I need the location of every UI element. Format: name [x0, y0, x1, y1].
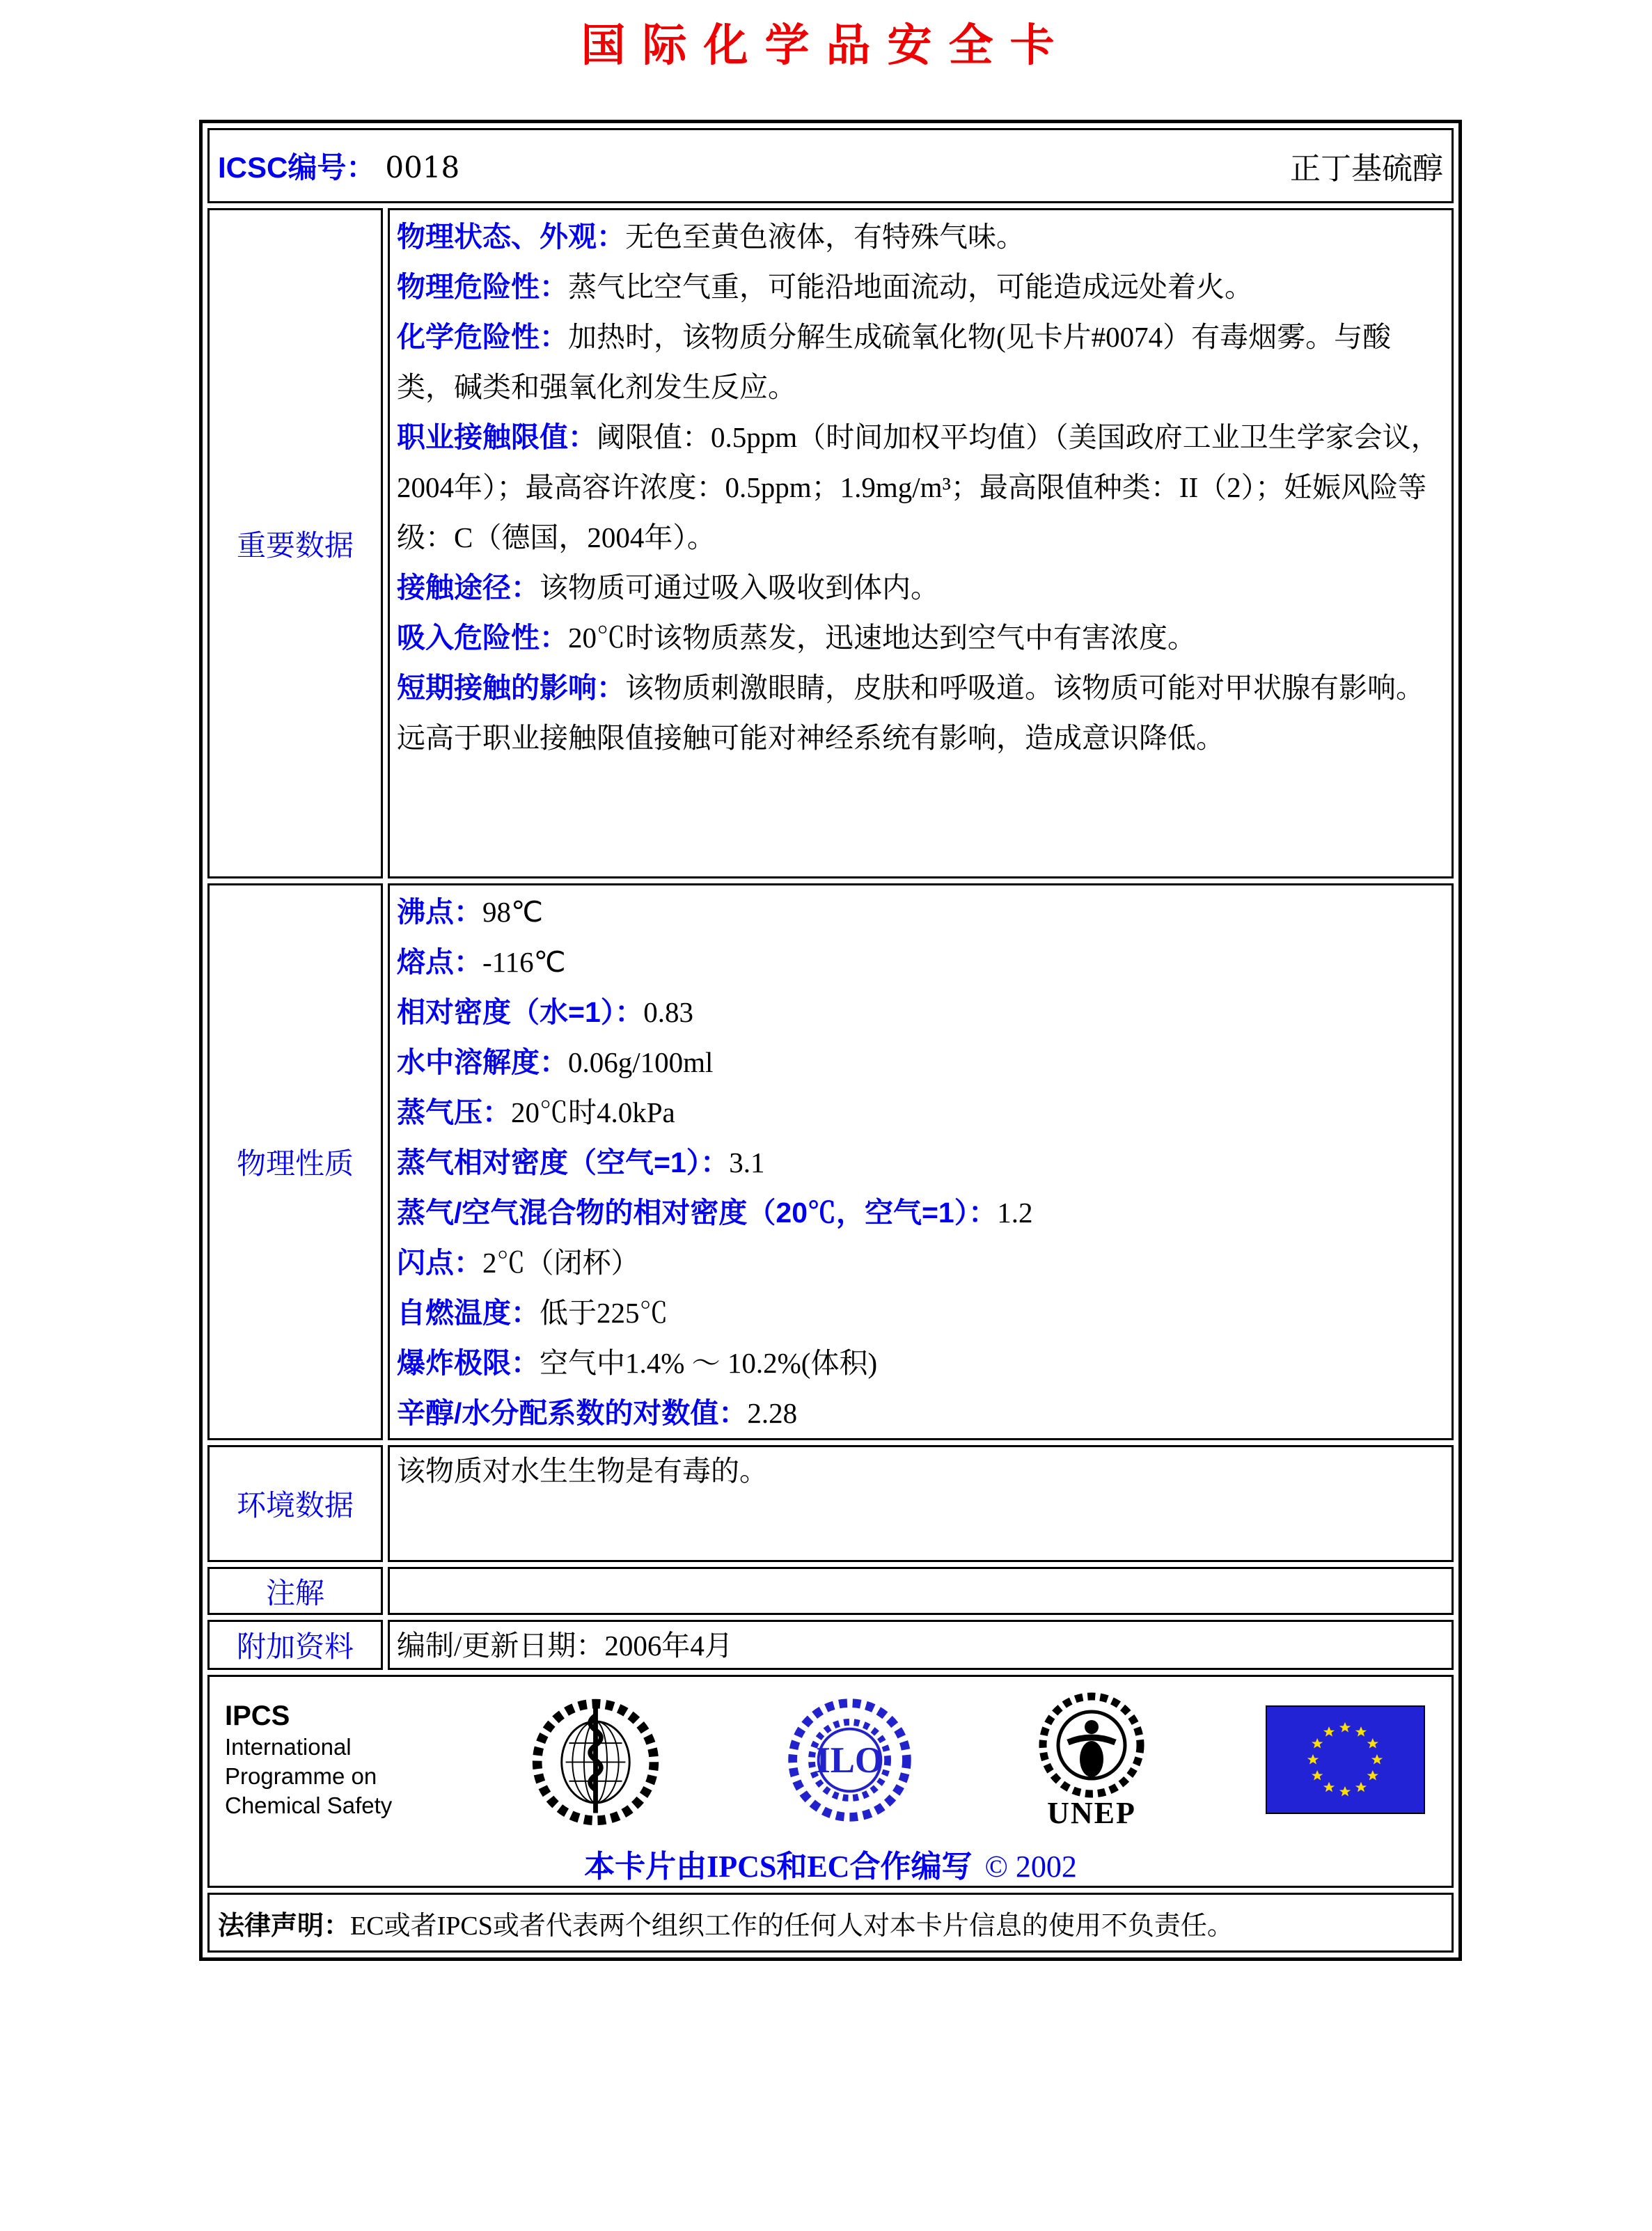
- ipcs-text-block: [225, 1699, 409, 1820]
- entry-chemical-danger: 化学危险性：加热时，该物质分解生成硫氧化物(见卡片#0074）有毒烟雾。与酸类，碱类和强氧化剂发生反应。: [397, 321, 1392, 403]
- entry-water-solubility: 水中溶解度：0.06g/100ml: [397, 1046, 714, 1078]
- svg-text:ILO: ILO: [816, 1740, 883, 1781]
- chemical-name: 正丁基硫醇: [1290, 152, 1443, 186]
- row-environmental-data: [207, 1445, 1454, 1562]
- entry-flash-point: 闪点：2℃（闭杯）: [397, 1247, 640, 1279]
- cooperation-caption: [210, 1841, 1452, 1886]
- update-date-text: 编制/更新日期：2006年4月: [397, 1630, 733, 1662]
- entry-physical-state: 物理状态、外观：无色至黄色液体，有特殊气味。: [397, 221, 1025, 253]
- ipcs-acronym: IPCS: [225, 1701, 290, 1731]
- eu-flag-icon: [1266, 1705, 1425, 1814]
- ipcs-line-1: International: [225, 1734, 352, 1760]
- entry-physical-danger: 物理危险性：蒸气比空气重，可能沿地面流动，可能造成远处着火。: [397, 271, 1253, 303]
- entry-explosive-limits: 爆炸极限：空气中1.4% ～ 10.2%(体积): [397, 1347, 878, 1379]
- environmental-data-text: 该物质对水生生物是有毒的。: [397, 1455, 768, 1487]
- row-additional-information: [207, 1620, 1454, 1670]
- icsc-header-cell: [207, 128, 1454, 203]
- entry-vapor-pressure: 蒸气压：20℃时4.0kPa: [397, 1096, 675, 1128]
- page-title: 国际化学品安全卡: [581, 19, 1071, 72]
- row-physical-properties: [207, 883, 1454, 1440]
- who-logo-icon: [528, 1692, 663, 1828]
- notes-row-label: 注解: [265, 1576, 324, 1609]
- environmental-data-label-cell: [207, 1445, 383, 1562]
- important-data-content-cell: [388, 208, 1454, 878]
- entry-boiling-point: 沸点：98℃: [397, 896, 544, 928]
- unep-logo-icon: [1036, 1691, 1147, 1829]
- icsc-number-value: 0018: [385, 150, 460, 184]
- row-logos: [207, 1675, 1454, 1888]
- ipcs-line-2: Programme on: [225, 1763, 377, 1789]
- entry-occupational-limits: 职业接触限值：阈限值：0.5ppm（时间加权平均值）（美国政府工业卫生学家会议，2004年）；最高容许浓度：0.5ppm；1.9mg/m³；最高限值种类：II（2）；妊娠风险等级：C（德国，2004年）。: [397, 421, 1440, 553]
- important-data-row-label: 重要数据: [236, 528, 354, 562]
- notes-label-cell: [207, 1567, 383, 1615]
- row-important-data: [207, 208, 1454, 878]
- icsc-number-group: [218, 145, 459, 187]
- physical-properties-row-label: 物理性质: [236, 1147, 354, 1180]
- entry-octanol-water-partition: 辛醇/水分配系数的对数值：2.28: [397, 1397, 798, 1429]
- entry-inhalation-risk: 吸入危险性：20℃时该物质蒸发，迅速地达到空气中有害浓度。: [397, 622, 1196, 654]
- entry-autoignition-temperature: 自燃温度：低于225℃: [397, 1297, 668, 1329]
- environmental-data-content-cell: [388, 1445, 1454, 1562]
- entry-short-term-effects: 短期接触的影响：该物质刺激眼睛，皮肤和呼吸道。该物质可能对甲状腺有影响。远高于职业接触限值接触可能对神经系统有影响，造成意识降低。: [397, 672, 1424, 754]
- entry-melting-point: 熔点：-116℃: [397, 946, 566, 978]
- physical-properties-content-cell: [388, 883, 1454, 1440]
- entry-exposure-routes: 接触途径：该物质可通过吸入吸收到体内。: [397, 571, 939, 604]
- legal-label: 法律声明：: [218, 1911, 351, 1941]
- legal-text: EC或者IPCS或者代表两个组织工作的任何人对本卡片信息的使用不负责任。: [350, 1911, 1234, 1941]
- icsc-card-table: [199, 120, 1462, 1961]
- physical-properties-label-cell: [207, 883, 383, 1440]
- additional-information-row-label: 附加资料: [236, 1630, 354, 1663]
- entry-vapor-relative-density: 蒸气相对密度（空气=1）：3.1: [397, 1146, 765, 1178]
- ilo-logo-icon: [782, 1692, 918, 1828]
- additional-information-content-cell: [388, 1620, 1454, 1670]
- row-legal: [207, 1893, 1454, 1953]
- unep-wordmark: UNEP: [1047, 1796, 1136, 1830]
- legal-cell: [207, 1893, 1454, 1953]
- caption-text: 本卡片由IPCS和EC合作编写: [584, 1850, 973, 1884]
- row-notes: [207, 1567, 1454, 1615]
- caption-year: © 2002: [984, 1850, 1077, 1884]
- entry-vapor-air-mixture-density: 蒸气/空气混合物的相对密度（20℃，空气=1）：1.2: [397, 1197, 1033, 1229]
- logos-cell: [207, 1675, 1454, 1888]
- entry-relative-density: 相对密度（水=1）：0.83: [397, 996, 693, 1028]
- ipcs-line-3: Chemical Safety: [225, 1792, 393, 1818]
- notes-content-cell: [388, 1567, 1454, 1615]
- important-data-label-cell: [207, 208, 383, 878]
- icsc-number-label: ICSC编号：: [218, 151, 376, 184]
- additional-information-label-cell: [207, 1620, 383, 1670]
- environmental-data-row-label: 环境数据: [236, 1489, 354, 1522]
- row-icsc-header: [207, 128, 1454, 203]
